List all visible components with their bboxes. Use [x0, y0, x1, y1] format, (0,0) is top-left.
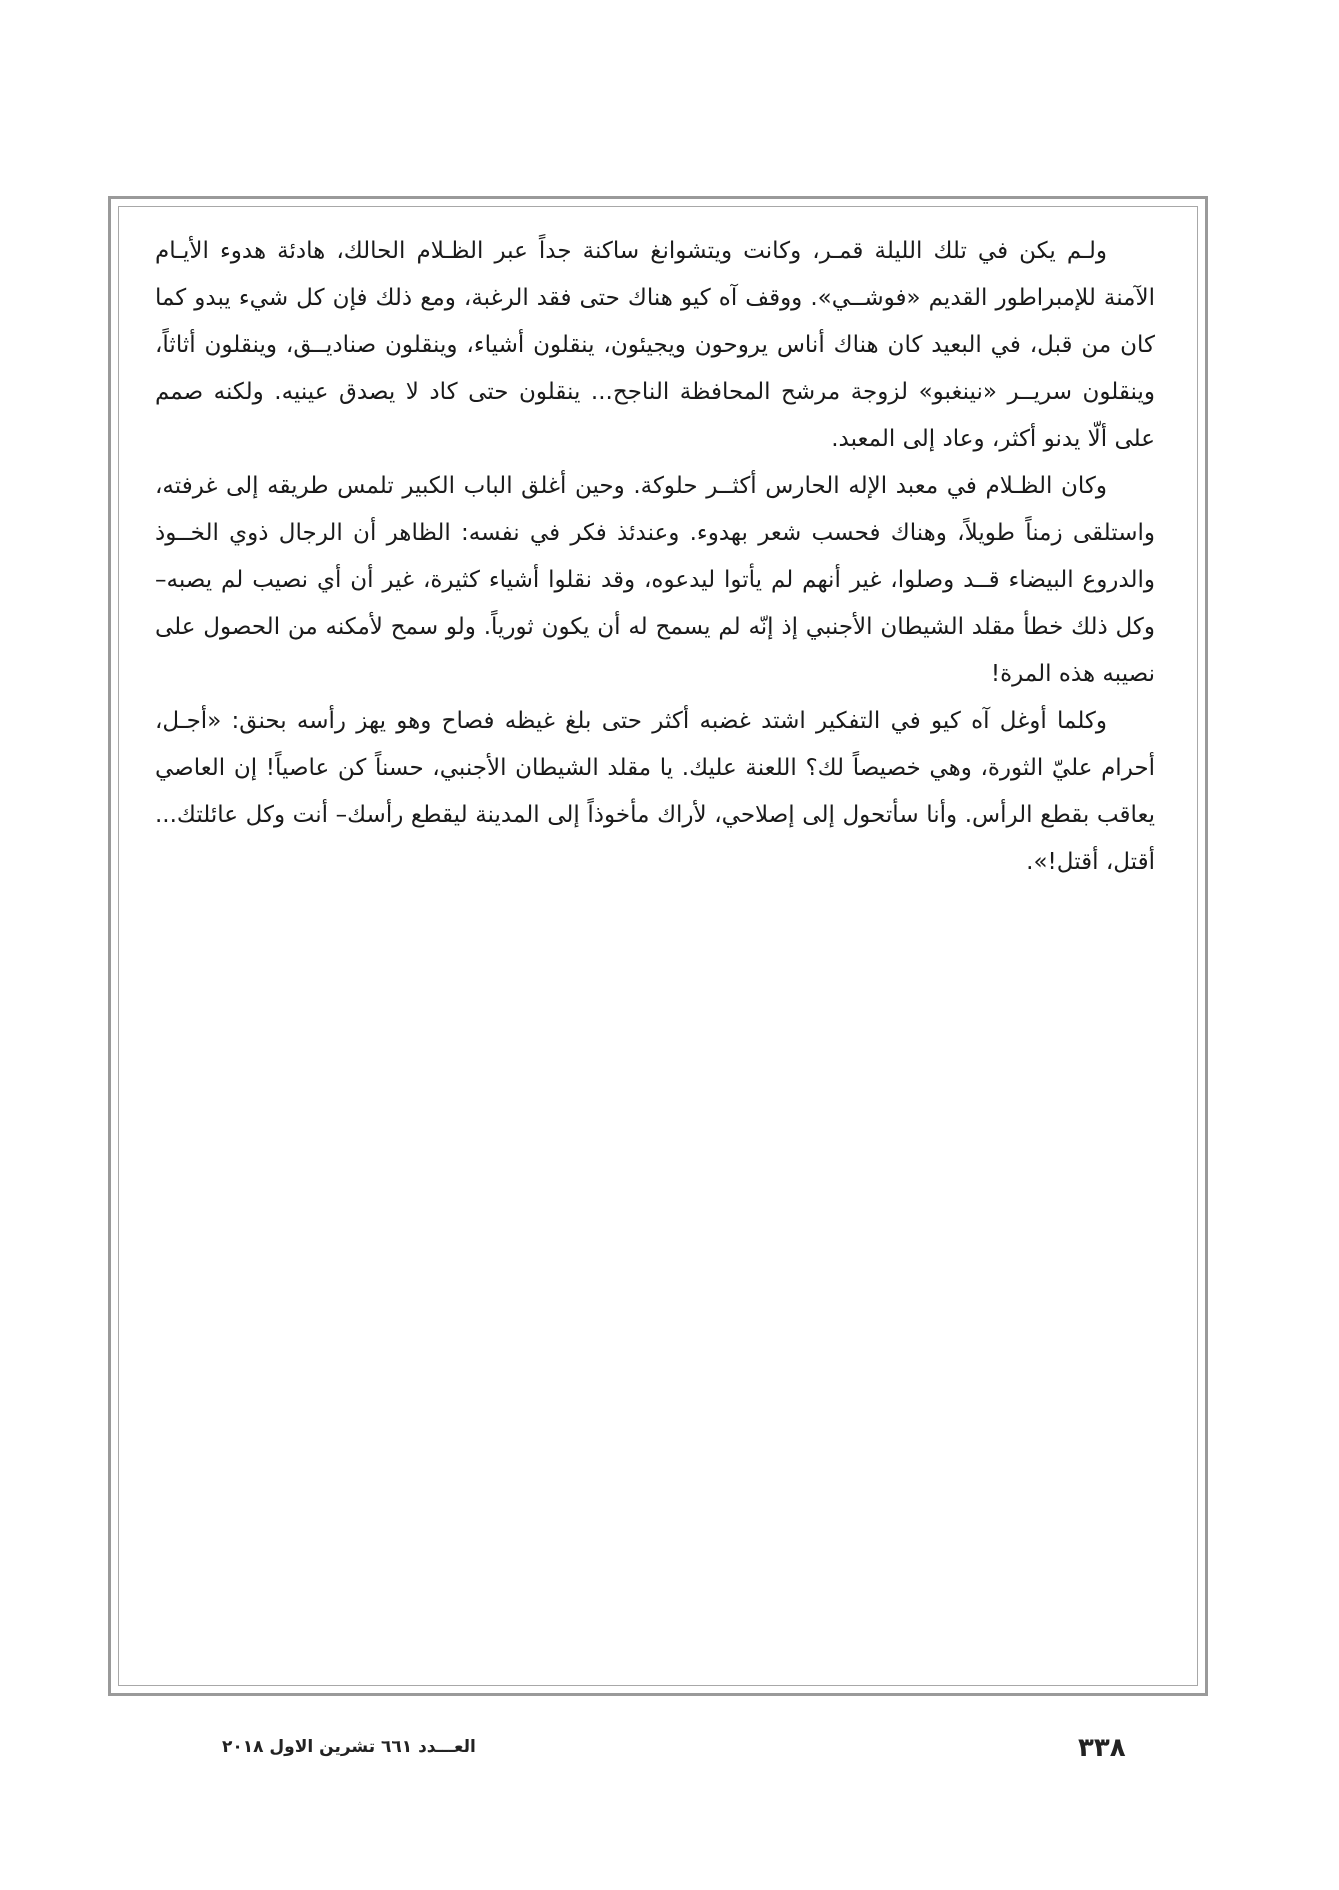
issue-footer: العـــدد ٦٦١ تشرين الاول ٢٠١٨ — [222, 1737, 476, 1757]
paragraph-2: وكان الظـلام في معبد الإله الحارس أكثــر حلوكة. وحين أغلق الباب الكبير تلمس طريقه إلى غرفته، واستلقى زمناً طويلاً، وهناك فحسب شعر بهدوء. وعندئذ فكر في نفسه: الظاهر أن الرجال ذوي الخــوذ والدروع البيضاء قــد وصلوا، غير أنهم لم يأتوا ليدعوه، وقد نقلوا أشياء كثيرة، غير أن أي نصيب لم يصبه– وكل ذلك خطأ مقلد الشيطان الأجنبي إذ إنّه لم يسمح له أن يكون ثورياً. ولو سمح لأمكنه من الحصول على نصيبه هذه المرة! — [155, 473, 1155, 687]
body-text — [155, 228, 1155, 886]
paragraph-3: وكلما أوغل آه كيو في التفكير اشتد غضبه أكثر حتى بلغ غيظه فصاح وهو يهز رأسه بحنق: «أجـل، أحرام عليّ الثورة، وهي خصيصاً لك؟ اللعنة عليك. يا مقلد الشيطان الأجنبي، حسناً كن عاصياً! إن العاصي يعاقب بقطع الرأس. وأنا سأتحول إلى إصلاحي، لأراك مأخوذاً إلى المدينة ليقطع رأسك– أنت وكل عائلتك... أقتل، أقتل!». — [155, 708, 1155, 875]
paragraph-1: ولـم يكن في تلك الليلة قمـر، وكانت ويتشوانغ ساكنة جداً عبر الظـلام الحالك، هادئة هدوء الأيـام الآمنة للإمبراطور القديم «فوشــي». ووقف آه كيو هناك حتى فقد الرغبة، ومع ذلك فإن كل شيء يبدو كما كان من قبل، في البعيد كان هناك أناس يروحون ويجيئون، ينقلون أشياء، وينقلون صناديــق، وينقلون أثاثاً، وينقلون سريــر «نينغبو» لزوجة مرشح المحافظة الناجح... ينقلون حتى كاد لا يصدق عينيه. ولكنه صمم على ألّا يدنو أكثر، وعاد إلى المعبد. — [155, 238, 1155, 452]
page-number: ٣٣٨ — [1078, 1733, 1126, 1763]
